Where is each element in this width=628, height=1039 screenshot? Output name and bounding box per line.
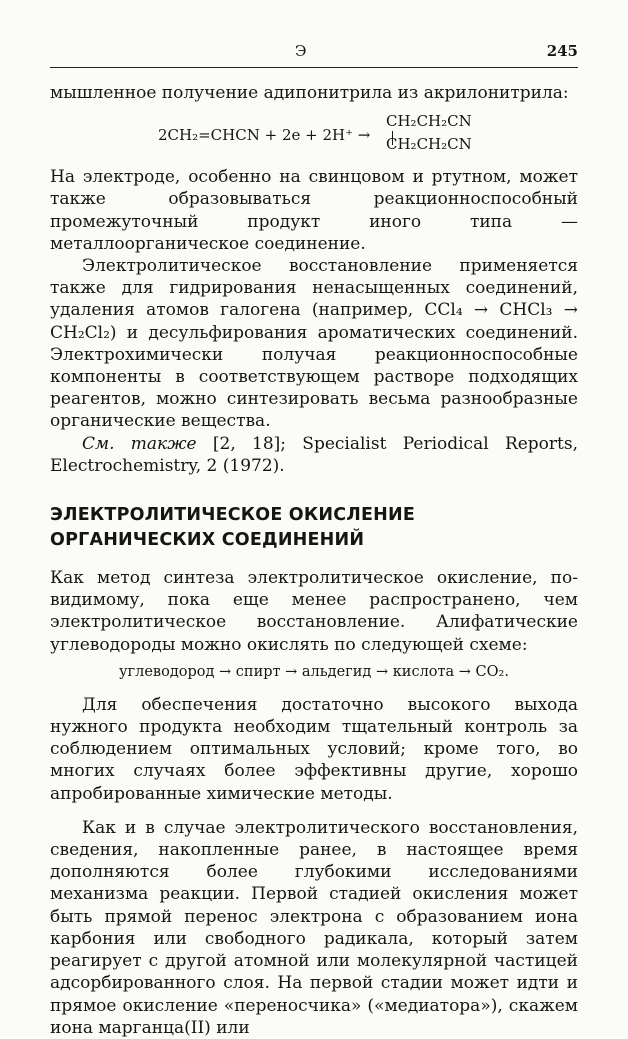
reaction-equation bbox=[50, 104, 578, 166]
header-rule bbox=[50, 67, 578, 68]
see-also bbox=[50, 433, 578, 477]
bond-line bbox=[392, 131, 393, 145]
paragraph-5: Для обеспечения достаточно высокого выхода нужного продукта необходим тщательный контроль за соблюдением оптимальных условий; кроме того, во многих случаях более эффективны другие, хорошо апробированные химические методы. bbox=[50, 694, 578, 804]
reaction-lhs: 2CH₂=CHCN + 2e + 2H⁺ → bbox=[158, 126, 371, 145]
page-body bbox=[50, 82, 578, 1039]
paragraph-1: мышленное получение адипонитрила из акрилонитрила: bbox=[50, 83, 569, 103]
header-letter: Э bbox=[295, 42, 307, 60]
see-also-text: [2, 18]; Specialist Periodical Reports, Electrochemistry, 2 (1972). bbox=[50, 433, 579, 476]
paragraph-2: На электроде, особенно на свинцовом и ртутном, может также образовываться реакционноспособный промежуточный продукт иного типа — металлоорганическое соединение. bbox=[50, 167, 578, 254]
paragraph-3: Электролитическое восстановление применяется также для гидрирования ненасыщенных соединений, удаления атомов галогена (например, CCl₄ → CHCl₃ → CH₂Cl₂) и десульфирования ароматических соединений. Электрохимически получая реакционноспособные компоненты в соответствующем растворе подходящих реагентов, можно синтезировать весьма разнообразные органические вещества. bbox=[50, 256, 578, 432]
oxidation-scheme: углеводород → спирт → альдегид → кислота → CO₂. bbox=[119, 663, 509, 680]
page-number: 245 bbox=[546, 42, 578, 60]
running-header bbox=[50, 42, 578, 64]
product-top: CH₂CH₂CN bbox=[386, 112, 472, 131]
section-heading: ЭЛЕКТРОЛИТИЧЕСКОЕ ОКИСЛЕНИЕ ОРГАНИЧЕСКИХ СОЕДИНЕНИЙ bbox=[50, 505, 416, 551]
reaction-product bbox=[386, 110, 472, 156]
paragraph-6: Как и в случае электролитического восстановления, сведения, накопленные ранее, в настоящее время дополняются более глубокими исследованиями механизма реакции. Первой стадией окисления может быть прямой перенос электрона с образованием иона карбония или свободного радикала, который затем реагирует с другой атомной или молекулярной частицей адсорбированного слоя. На первой стадии может идти и прямое окисление «переносчика» («медиатора»), скажем иона марганца(II) или bbox=[50, 817, 578, 1038]
paragraph-4: Как метод синтеза электролитическое окисление, по-видимому, пока еще менее распространено, чем электролитическое восстановление. Алифатические углеводороды можно окислять по следующей схеме: bbox=[50, 568, 578, 655]
see-also-label: См. также bbox=[82, 433, 197, 454]
book-page bbox=[50, 0, 579, 1038]
product-bottom: CH₂CH₂CN bbox=[386, 135, 472, 154]
